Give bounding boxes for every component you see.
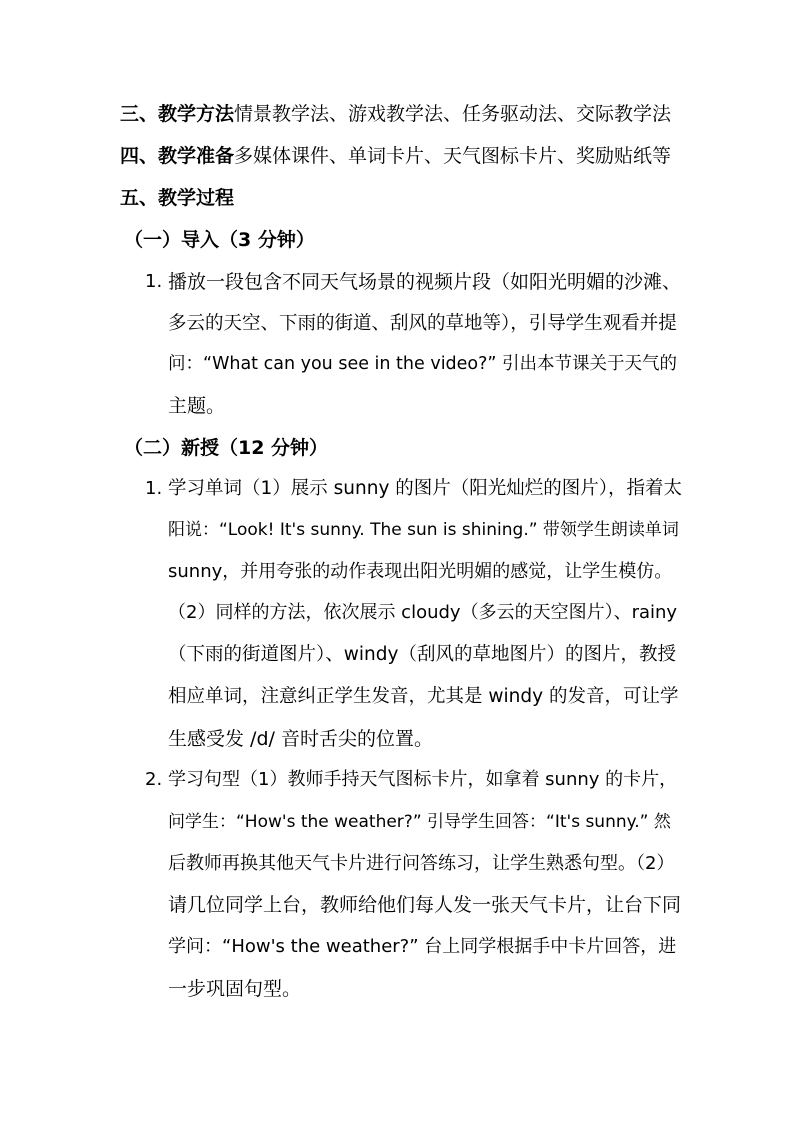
section-heading: 四、教学准备 — [120, 145, 235, 167]
list-item-line: 相应单词，注意纠正学生发音，尤其是 windy 的发音，可让学 — [168, 686, 679, 707]
list-item-line: 播放一段包含不同天气场景的视频片段（如阳光明媚的沙滩、 — [168, 271, 682, 293]
list-number: 2. — [145, 769, 163, 790]
section-methods — [120, 102, 671, 126]
list-item-line: （下雨的街道图片）、windy（刮风的草地图片）的图片，教授 — [168, 644, 676, 665]
section-preparation — [120, 144, 671, 168]
list-item-line: 主题。 — [168, 395, 226, 417]
list-item-line: （2）同样的方法，依次展示 cloudy（多云的天空图片）、rainy — [168, 602, 678, 623]
list-item-line: 生感受发 /d/ 音时舌尖的位置。 — [168, 728, 433, 750]
list-number: 1. — [145, 271, 163, 292]
list-item-line: 学习单词（1）展示 sunny 的图片（阳光灿烂的图片），指着太 — [168, 478, 683, 499]
list-item-line: 阳说：“Look! It's sunny. The sun is shining.” 带领学生朗读单词 — [168, 520, 679, 540]
list-number: 1. — [145, 478, 163, 499]
list-item-line: 问：“What can you see in the video?” 引出本节课关于天气的 — [168, 354, 678, 374]
section-process-heading: 五、教学过程 — [120, 187, 235, 209]
list-item-line: 请几位同学上台，教师给他们每人发一张天气卡片，让台下同 — [168, 894, 682, 916]
list-item-line: 多云的天空、下雨的街道、刮风的草地等），引导学生观看并提 — [168, 313, 677, 334]
list-item-line: 学习句型（1）教师手持天气图标卡片，如拿着 sunny 的卡片， — [168, 769, 678, 790]
section-heading: 三、教学方法 — [120, 103, 235, 125]
part-intro-heading: （一）导入（3 分钟） — [124, 229, 315, 251]
list-item-line: 一步巩固句型。 — [168, 978, 302, 1000]
section-content: 情景教学法、游戏教学法、任务驱动法、交际教学法 — [234, 103, 672, 125]
list-item-line: 后教师再换其他天气卡片进行问答练习，让学生熟悉句型。（2） — [168, 853, 675, 874]
list-item-line: sunny，并用夸张的动作表现出阳光明媚的感觉，让学生模仿。 — [168, 561, 673, 582]
section-content: 多媒体课件、单词卡片、天气图标卡片、奖励贴纸等 — [234, 145, 672, 167]
part-new-lesson-heading: （二）新授（12 分钟） — [124, 437, 329, 459]
list-item-line: 问学生：“How's the weather?” 引导学生回答：“It's sunny.” 然 — [168, 812, 671, 832]
list-item-line: 学问：“How's the weather?” 台上同学根据手中卡片回答，进 — [168, 936, 677, 957]
